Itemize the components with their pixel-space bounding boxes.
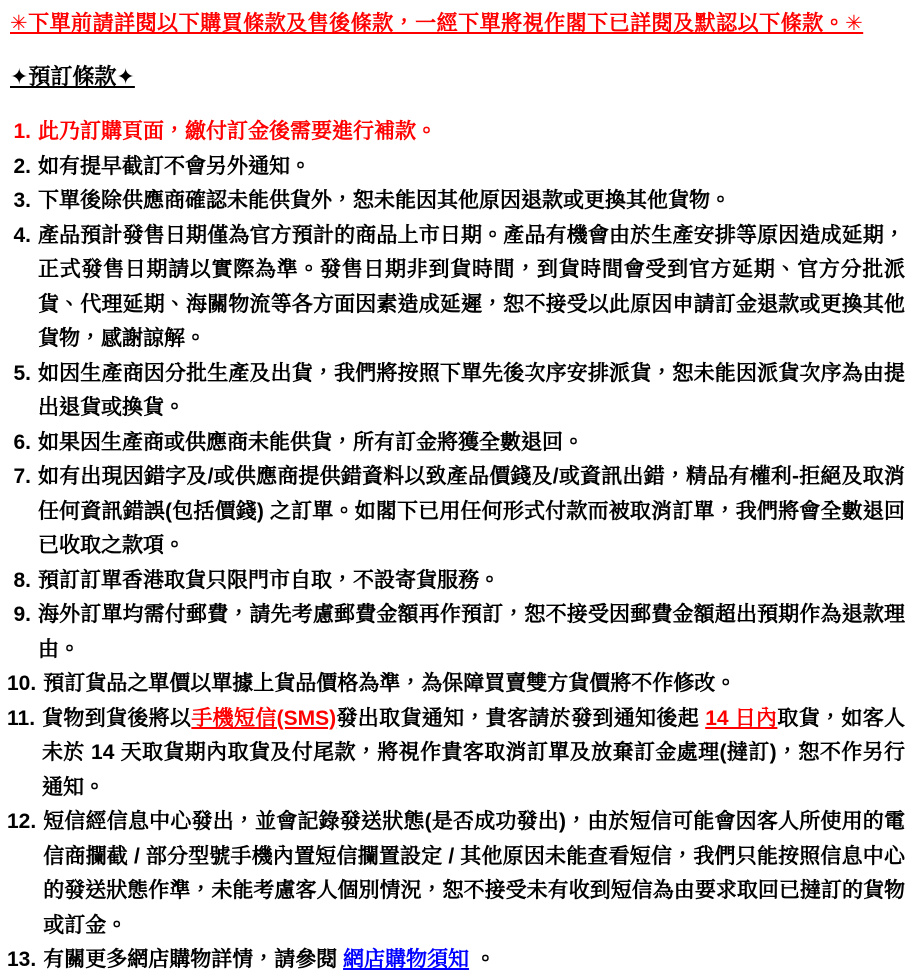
term-segment: 發出取貨通知，貴客請於發到通知後起 bbox=[336, 706, 706, 730]
term-text bbox=[38, 357, 905, 426]
term-number: 13. bbox=[7, 948, 37, 971]
term-segment: 短信經信息中心發出，並會記錄發送狀態(是否成功發出)，由於短信可能會因客人所使用的電信商攔截 / 部分型號手機內置短信攔置設定 / 其他原因未能查看短信，我們只能按照信息中心的發送狀態作準，未能考慮客人個別情況，恕不接受未有收到短信為由要求取回已撻訂的貨物或訂金。 bbox=[43, 810, 905, 937]
term-text bbox=[38, 426, 905, 461]
term-segment: 產品預計發售日期僅為官方預計的商品上市日期。產品有機會由於生產安排等原因造成延期，正式發售日期請以實際為準。發售日期非到貨時間，到貨時間會受到官方延期、官方分批派貨、代理延期、海關物流等各方面因素造成延遲，恕不接受以此原因申請訂金退款或更換其他貨物，感謝諒解。 bbox=[38, 223, 905, 350]
term-segment: 預訂貨品之單價以單據上貨品價格為準，為保障買賣雙方貨價將不作修改。 bbox=[43, 672, 737, 695]
term-segment: 貨物到貨後將以 bbox=[42, 706, 192, 730]
term-text bbox=[38, 564, 905, 599]
term-number: 6. bbox=[13, 430, 31, 454]
term-segment: 下單後除供應商確認未能供貨外，恕未能因其他原因退款或更換其他貨物。 bbox=[38, 189, 731, 212]
term-text bbox=[38, 219, 905, 357]
term-number: 10. bbox=[7, 672, 37, 695]
term-number: 9. bbox=[13, 603, 31, 626]
term-item bbox=[7, 219, 905, 357]
term-number: 8. bbox=[13, 568, 31, 592]
term-segment: 如有提早截訂不會另外通知。 bbox=[38, 154, 311, 178]
term-text bbox=[42, 702, 905, 806]
term-segment: 。 bbox=[469, 948, 496, 971]
term-text bbox=[38, 115, 905, 150]
term-text bbox=[38, 598, 905, 667]
term-number: 4. bbox=[13, 223, 31, 247]
term-number: 12. bbox=[7, 810, 37, 833]
term-segment: 如因生產商因分批生產及出貨，我們將按照下單先後次序安排派貨，恕未能因派貨次序為由提出退貨或換貨。 bbox=[38, 361, 905, 419]
term-item bbox=[7, 667, 905, 702]
term-item bbox=[7, 357, 905, 426]
term-item bbox=[7, 702, 905, 806]
section-title: ✦預訂條款✦ bbox=[10, 64, 135, 89]
term-text bbox=[43, 943, 905, 978]
term-segment: 取貨，如客人未於 14 天取貨期內取貨及付尾款，將視作貴客取消訂單及放棄訂金處理(撻訂)，恕不作另行通知。 bbox=[42, 706, 906, 799]
pre-order-warning-header: ✳下單前請詳閱以下購買條款及售後條款，一經下單將視作閣下已詳閱及默認以下條款。✳ bbox=[10, 12, 864, 35]
term-number: 2. bbox=[13, 154, 31, 178]
term-item bbox=[7, 564, 905, 599]
term-segment: 此乃訂購頁面，繳付訂金後需要進行補款。 bbox=[38, 120, 437, 143]
term-text bbox=[38, 150, 905, 185]
term-item bbox=[7, 150, 905, 185]
term-number: 3. bbox=[13, 189, 31, 212]
highlighted-red-text: 14 日內 bbox=[705, 706, 778, 730]
term-item bbox=[7, 184, 905, 219]
term-item bbox=[7, 598, 905, 667]
term-segment: 預訂訂單香港取貨只限門市自取，不設寄貨服務。 bbox=[38, 568, 500, 592]
term-item bbox=[7, 805, 905, 943]
term-text bbox=[38, 184, 905, 219]
term-segment: 如有出現因錯字及/或供應商提供錯資料以致產品價錢及/或資訊出錯，精品有權利-拒絕及取消任何資訊錯誤(包括價錢) 之訂單。如閣下已用任何形式付款而被取消訂單，我們將會全數退回已收取之款項。 bbox=[38, 465, 905, 557]
term-number: 5. bbox=[13, 361, 31, 385]
term-text bbox=[38, 460, 905, 564]
term-segment: 海外訂單均需付郵費，請先考慮郵費金額再作預訂，恕不接受因郵費金額超出預期作為退款理由。 bbox=[38, 603, 905, 661]
term-number: 7. bbox=[13, 465, 31, 488]
terms-list bbox=[7, 115, 905, 978]
term-text bbox=[43, 805, 905, 943]
term-text bbox=[43, 667, 905, 702]
term-item bbox=[7, 426, 905, 461]
term-item bbox=[7, 460, 905, 564]
store-shopping-notice-link[interactable]: 網店購物須知 bbox=[343, 948, 470, 971]
term-item bbox=[7, 943, 905, 978]
term-segment: 如果因生產商或供應商未能供貨，所有訂金將獲全數退回。 bbox=[38, 430, 584, 454]
term-number: 1. bbox=[13, 120, 31, 143]
term-segment: 有關更多網店購物詳情，請參閱 bbox=[43, 948, 344, 971]
term-number: 11. bbox=[7, 706, 36, 730]
term-item bbox=[7, 115, 905, 150]
highlighted-red-text: 手機短信(SMS) bbox=[191, 706, 337, 730]
